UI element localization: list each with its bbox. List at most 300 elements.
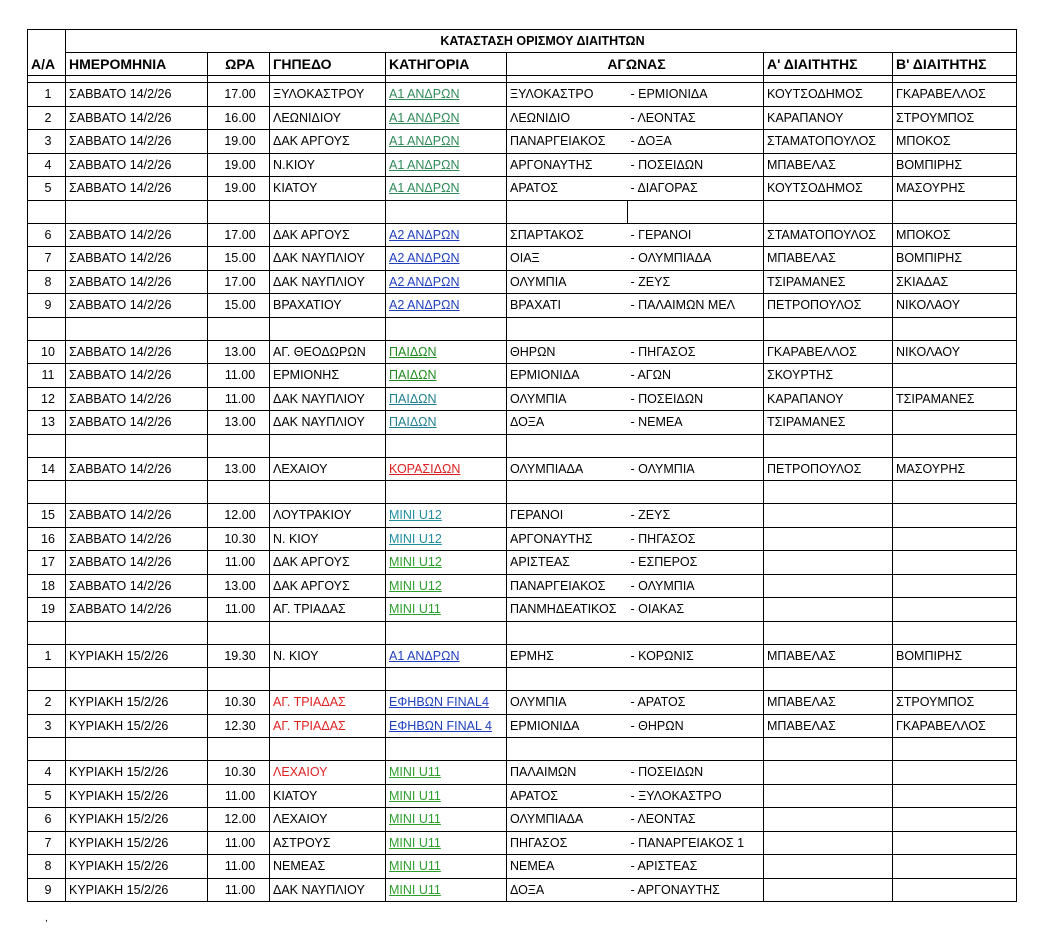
row-venue: ΔΑΚ ΑΡΓΟΥΣ [270,551,386,575]
row-away-team: - ΟΛΥΜΠΙΑΔΑ [628,247,764,271]
table-row [28,761,1017,785]
header-spacer-row [28,76,1017,83]
row-number: 9 [28,878,66,902]
row-away-team: - ΛΕΟΝΤΑΣ [628,106,764,130]
row-home-team: ΠΑΝΑΡΓΕΙΑΚΟΣ [507,574,628,598]
row-referee-a [764,504,893,528]
header-match: ΑΓΩΝΑΣ [507,53,764,76]
row-time: 17.00 [208,223,270,247]
row-time: 11.00 [208,551,270,575]
row-referee-b [893,527,1017,551]
row-venue: ΛΕΧΑΙΟΥ [270,761,386,785]
row-referee-b [893,878,1017,902]
row-time: 11.00 [208,831,270,855]
row-date: ΣΑΒΒΑΤΟ 14/2/26 [66,504,208,528]
row-category: ΚΟΡΑΣΙΔΩΝ [386,457,507,481]
row-category: ΕΦΗΒΩΝ FINAL4 [386,691,507,715]
row-category: Α2 ΑΝΔΡΩΝ [386,270,507,294]
table-row [28,714,1017,738]
row-venue: ΔΑΚ ΝΑΥΠΛΙΟΥ [270,270,386,294]
row-venue: ΔΑΚ ΑΡΓΟΥΣ [270,130,386,154]
row-referee-a: ΜΠΑΒΕΛΑΣ [764,153,893,177]
row-away-team: - ΖΕΥΣ [628,504,764,528]
row-venue: ΞΥΛΟΚΑΣΤΡΟΥ [270,83,386,107]
row-home-team: ΟΛΥΜΠΙΑ [507,387,628,411]
row-time: 12.00 [208,808,270,832]
table-row [28,691,1017,715]
row-away-team: - ΚΟΡΩΝΙΣ [628,644,764,668]
row-number: 16 [28,527,66,551]
row-date: ΣΑΒΒΑΤΟ 14/2/26 [66,551,208,575]
row-time: 19.00 [208,130,270,154]
row-number: 1 [28,83,66,107]
row-date: ΣΑΒΒΑΤΟ 14/2/26 [66,130,208,154]
row-number: 2 [28,106,66,130]
row-away-team: - ΕΡΜΙΟΝΙΔΑ [628,83,764,107]
row-away-team: - ΔΙΑΓΟΡΑΣ [628,177,764,201]
row-away-team: - ΖΕΥΣ [628,270,764,294]
row-time: 15.00 [208,247,270,271]
row-home-team: ΣΠΑΡΤΑΚΟΣ [507,223,628,247]
row-referee-b: ΒΟΜΠΙΡΗΣ [893,644,1017,668]
separator-row [28,621,1017,644]
row-date: ΣΑΒΒΑΤΟ 14/2/26 [66,364,208,388]
row-category: ΠΑΙΔΩΝ [386,387,507,411]
row-date: ΣΑΒΒΑΤΟ 14/2/26 [66,153,208,177]
row-referee-b [893,808,1017,832]
row-home-team: ΘΗΡΩΝ [507,340,628,364]
row-referee-a [764,574,893,598]
header-venue: ΓΗΠΕΔΟ [270,53,386,76]
row-time: 10.30 [208,761,270,785]
row-category: Α1 ΑΝΔΡΩΝ [386,153,507,177]
row-home-team: ΛΕΩΝΙΔΙΟ [507,106,628,130]
row-referee-b [893,411,1017,435]
row-time: 17.00 [208,270,270,294]
row-away-team: - ΠΟΣΕΙΔΩΝ [628,761,764,785]
row-number: 9 [28,294,66,318]
row-referee-b: ΣΤΡΟΥΜΠΟΣ [893,106,1017,130]
row-number: 13 [28,411,66,435]
row-referee-b [893,364,1017,388]
row-category: Α1 ΑΝΔΡΩΝ [386,177,507,201]
row-referee-a: ΠΕΤΡΟΠΟΥΛΟΣ [764,294,893,318]
row-referee-a: ΚΑΡΑΠΑΝΟΥ [764,106,893,130]
row-referee-a [764,761,893,785]
separator-row [28,481,1017,504]
row-number: 1 [28,644,66,668]
row-referee-a [764,598,893,622]
row-time: 12.30 [208,714,270,738]
corner-cell [28,30,66,53]
row-date: ΣΑΒΒΑΤΟ 14/2/26 [66,223,208,247]
row-home-team: ΟΛΥΜΠΙΑΔΑ [507,808,628,832]
table-row [28,270,1017,294]
row-home-team: ΝΕΜΕΑ [507,855,628,879]
row-time: 11.00 [208,784,270,808]
row-category: MINI U11 [386,784,507,808]
row-time: 19.00 [208,177,270,201]
row-category: ΠΑΙΔΩΝ [386,411,507,435]
row-home-team: ΠΑΛΑΙΜΩΝ [507,761,628,785]
row-referee-a [764,527,893,551]
row-number: 10 [28,340,66,364]
table-row [28,831,1017,855]
row-category: MINI U12 [386,504,507,528]
row-category: MINI U11 [386,878,507,902]
row-category: Α1 ΑΝΔΡΩΝ [386,106,507,130]
row-date: ΚΥΡΙΑΚΗ 15/2/26 [66,831,208,855]
row-venue: ΛΕΧΑΙΟΥ [270,457,386,481]
row-referee-a [764,808,893,832]
row-venue: ΑΓ. ΤΡΙΑΔΑΣ [270,714,386,738]
row-referee-b: ΤΣΙΡΑΜΑΝΕΣ [893,387,1017,411]
row-venue: ΔΑΚ ΝΑΥΠΛΙΟΥ [270,411,386,435]
row-time: 13.00 [208,340,270,364]
row-away-team: - ΠΑΝΑΡΓΕΙΑΚΟΣ 1 [628,831,764,855]
header-referee-b: Β' ΔΙΑΙΤΗΤΗΣ [893,53,1017,76]
row-referee-b: ΜΑΣΟΥΡΗΣ [893,177,1017,201]
separator-row [28,317,1017,340]
row-referee-b: ΜΠΟΚΟΣ [893,130,1017,154]
row-number: 11 [28,364,66,388]
row-category: MINI U12 [386,551,507,575]
separator-row [28,668,1017,691]
table-row [28,808,1017,832]
row-referee-b: ΣΤΡΟΥΜΠΟΣ [893,691,1017,715]
table-row [28,457,1017,481]
row-date: ΚΥΡΙΑΚΗ 15/2/26 [66,878,208,902]
row-home-team: ΑΡΑΤΟΣ [507,784,628,808]
row-referee-b [893,784,1017,808]
row-number: 8 [28,270,66,294]
row-home-team: ΟΙΑΞ [507,247,628,271]
row-referee-b [893,855,1017,879]
row-referee-b [893,574,1017,598]
row-date: ΣΑΒΒΑΤΟ 14/2/26 [66,294,208,318]
row-time: 11.00 [208,598,270,622]
row-number: 3 [28,714,66,738]
footer-mark: , [45,913,48,924]
row-category: MINI U11 [386,831,507,855]
row-venue: ΝΕΜΕΑΣ [270,855,386,879]
row-number: 6 [28,223,66,247]
row-category: Α2 ΑΝΔΡΩΝ [386,294,507,318]
row-date: ΣΑΒΒΑΤΟ 14/2/26 [66,340,208,364]
table-row [28,855,1017,879]
row-date: ΣΑΒΒΑΤΟ 14/2/26 [66,83,208,107]
row-referee-b: ΜΑΣΟΥΡΗΣ [893,457,1017,481]
row-date: ΚΥΡΙΑΚΗ 15/2/26 [66,808,208,832]
table-row [28,644,1017,668]
row-date: ΣΑΒΒΑΤΟ 14/2/26 [66,247,208,271]
row-referee-a: ΤΣΙΡΑΜΑΝΕΣ [764,411,893,435]
row-time: 10.30 [208,527,270,551]
row-number: 17 [28,551,66,575]
table-row [28,387,1017,411]
table-row [28,574,1017,598]
row-venue: ΑΓ. ΘΕΟΔΩΡΩΝ [270,340,386,364]
row-category: MINI U12 [386,527,507,551]
row-venue: ΔΑΚ ΑΡΓΟΥΣ [270,223,386,247]
row-venue: ΚΙΑΤΟΥ [270,177,386,201]
row-home-team: ΔΟΞΑ [507,878,628,902]
row-away-team: - ΕΣΠΕΡΟΣ [628,551,764,575]
separator-row [28,200,1017,223]
table-row [28,598,1017,622]
row-date: ΣΑΒΒΑΤΟ 14/2/26 [66,527,208,551]
separator-row [28,434,1017,457]
header-referee-a: Α' ΔΙΑΙΤΗΤΗΣ [764,53,893,76]
row-date: ΚΥΡΙΑΚΗ 15/2/26 [66,855,208,879]
row-time: 11.00 [208,878,270,902]
table-row [28,527,1017,551]
row-date: ΣΑΒΒΑΤΟ 14/2/26 [66,457,208,481]
table-row [28,153,1017,177]
row-home-team: ΔΟΞΑ [507,411,628,435]
row-referee-b: ΒΟΜΠΙΡΗΣ [893,247,1017,271]
row-date: ΣΑΒΒΑΤΟ 14/2/26 [66,177,208,201]
referee-assignment-table [27,29,1017,902]
row-number: 19 [28,598,66,622]
row-away-team: - ΟΛΥΜΠΙΑ [628,457,764,481]
row-date: ΚΥΡΙΑΚΗ 15/2/26 [66,761,208,785]
row-referee-a: ΠΕΤΡΟΠΟΥΛΟΣ [764,457,893,481]
row-away-team: - ΝΕΜΕΑ [628,411,764,435]
row-venue: ΒΡΑΧΑΤΙΟΥ [270,294,386,318]
header-time: ΩΡΑ [208,53,270,76]
row-referee-b [893,551,1017,575]
row-category: Α1 ΑΝΔΡΩΝ [386,83,507,107]
row-venue: ΕΡΜΙΟΝΗΣ [270,364,386,388]
row-venue: ΚΙΑΤΟΥ [270,784,386,808]
row-venue: ΔΑΚ ΝΑΥΠΛΙΟΥ [270,387,386,411]
table-row [28,130,1017,154]
row-time: 16.00 [208,106,270,130]
table-row [28,504,1017,528]
row-referee-a: ΣΤΑΜΑΤΟΠΟΥΛΟΣ [764,130,893,154]
row-home-team: ΠΗΓΑΣΟΣ [507,831,628,855]
row-number: 14 [28,457,66,481]
row-category: ΕΦΗΒΩΝ FINAL 4 [386,714,507,738]
row-home-team: ΟΛΥΜΠΙΑΔΑ [507,457,628,481]
table-row [28,106,1017,130]
row-category: MINI U11 [386,598,507,622]
row-referee-a [764,784,893,808]
row-home-team: ΑΡΓΟΝΑΥΤΗΣ [507,153,628,177]
row-number: 12 [28,387,66,411]
row-category: MINI U11 [386,761,507,785]
row-referee-a [764,551,893,575]
row-time: 11.00 [208,364,270,388]
row-time: 13.00 [208,457,270,481]
row-time: 10.30 [208,691,270,715]
row-category: Α2 ΑΝΔΡΩΝ [386,247,507,271]
table-row [28,177,1017,201]
row-venue: ΑΓ. ΤΡΙΑΔΑΣ [270,691,386,715]
row-category: ΠΑΙΔΩΝ [386,364,507,388]
row-away-team: - ΘΗΡΩΝ [628,714,764,738]
row-away-team: - ΓΕΡΑΝΟΙ [628,223,764,247]
row-away-team: - ΠΑΛΑΙΜΩΝ ΜΕΛ [628,294,764,318]
row-venue: ΑΣΤΡΟΥΣ [270,831,386,855]
row-category: Α2 ΑΝΔΡΩΝ [386,223,507,247]
row-time: 19.00 [208,153,270,177]
row-number: 5 [28,784,66,808]
row-referee-a: ΜΠΑΒΕΛΑΣ [764,247,893,271]
row-number: 5 [28,177,66,201]
row-date: ΚΥΡΙΑΚΗ 15/2/26 [66,784,208,808]
row-referee-a: ΜΠΑΒΕΛΑΣ [764,644,893,668]
table-row [28,83,1017,107]
row-category: MINI U11 [386,855,507,879]
row-number: 18 [28,574,66,598]
row-date: ΚΥΡΙΑΚΗ 15/2/26 [66,644,208,668]
row-referee-b: ΓΚΑΡΑΒΕΛΛΟΣ [893,714,1017,738]
row-number: 7 [28,831,66,855]
row-referee-b: ΣΚΙΑΔΑΣ [893,270,1017,294]
row-category: Α1 ΑΝΔΡΩΝ [386,130,507,154]
table-row [28,223,1017,247]
table-row [28,340,1017,364]
header-aa: Α/Α [28,53,66,76]
row-date: ΣΑΒΒΑΤΟ 14/2/26 [66,387,208,411]
row-referee-b: ΜΠΟΚΟΣ [893,223,1017,247]
row-home-team: ΒΡΑΧΑΤΙ [507,294,628,318]
table-row [28,784,1017,808]
row-home-team: ΟΛΥΜΠΙΑ [507,270,628,294]
row-referee-a: ΣΚΟΥΡΤΗΣ [764,364,893,388]
row-number: 4 [28,153,66,177]
row-referee-a: ΚΟΥΤΣΟΔΗΜΟΣ [764,177,893,201]
row-home-team: ΠΑΝΜΗΔΕΑΤΙΚΟΣ [507,598,628,622]
row-referee-a [764,831,893,855]
row-venue: Ν. ΚΙΟΥ [270,527,386,551]
row-referee-b [893,761,1017,785]
row-referee-b: ΒΟΜΠΙΡΗΣ [893,153,1017,177]
row-referee-b [893,831,1017,855]
row-referee-b: ΓΚΑΡΑΒΕΛΛΟΣ [893,83,1017,107]
row-referee-b: ΝΙΚΟΛΑΟΥ [893,340,1017,364]
row-referee-b [893,504,1017,528]
row-away-team: - ΟΙΑΚΑΣ [628,598,764,622]
row-time: 12.00 [208,504,270,528]
separator-row [28,738,1017,761]
row-venue: ΛΕΩΝΙΔΙΟΥ [270,106,386,130]
row-home-team: ΕΡΜΗΣ [507,644,628,668]
row-away-team: - ΞΥΛΟΚΑΣΤΡΟ [628,784,764,808]
table-row [28,364,1017,388]
row-venue: ΛΟΥΤΡΑΚΙΟΥ [270,504,386,528]
row-home-team: ΑΡΑΤΟΣ [507,177,628,201]
row-category: MINI U11 [386,808,507,832]
row-home-team: ΕΡΜΙΟΝΙΔΑ [507,714,628,738]
row-number: 4 [28,761,66,785]
row-home-team: ΑΡΓΟΝΑΥΤΗΣ [507,527,628,551]
row-home-team: ΟΛΥΜΠΙΑ [507,691,628,715]
row-venue: ΔΑΚ ΝΑΥΠΛΙΟΥ [270,878,386,902]
row-date: ΣΑΒΒΑΤΟ 14/2/26 [66,598,208,622]
row-time: 11.00 [208,387,270,411]
row-away-team: - ΟΛΥΜΠΙΑ [628,574,764,598]
row-time: 17.00 [208,83,270,107]
row-away-team: - ΑΡΑΤΟΣ [628,691,764,715]
row-category: MINI U12 [386,574,507,598]
row-home-team: ΕΡΜΙΟΝΙΔΑ [507,364,628,388]
header-category: ΚΑΤΗΓΟΡΙΑ [386,53,507,76]
row-number: 8 [28,855,66,879]
row-date: ΣΑΒΒΑΤΟ 14/2/26 [66,270,208,294]
row-referee-a: ΜΠΑΒΕΛΑΣ [764,691,893,715]
row-number: 6 [28,808,66,832]
row-time: 13.00 [208,411,270,435]
row-number: 15 [28,504,66,528]
row-venue: ΑΓ. ΤΡΙΑΔΑΣ [270,598,386,622]
row-number: 7 [28,247,66,271]
row-venue: Ν. ΚΙΟΥ [270,644,386,668]
row-number: 3 [28,130,66,154]
row-away-team: - ΠΗΓΑΣΟΣ [628,527,764,551]
row-category: ΠΑΙΔΩΝ [386,340,507,364]
row-date: ΚΥΡΙΑΚΗ 15/2/26 [66,691,208,715]
row-venue: ΛΕΧΑΙΟΥ [270,808,386,832]
row-referee-a: ΚΑΡΑΠΑΝΟΥ [764,387,893,411]
row-category: Α1 ΑΝΔΡΩΝ [386,644,507,668]
row-referee-a: ΚΟΥΤΣΟΔΗΜΟΣ [764,83,893,107]
table-row [28,247,1017,271]
row-home-team: ΑΡΙΣΤΕΑΣ [507,551,628,575]
row-time: 15.00 [208,294,270,318]
row-time: 11.00 [208,855,270,879]
row-referee-b [893,598,1017,622]
row-away-team: - ΠΟΣΕΙΔΩΝ [628,387,764,411]
row-venue: ΔΑΚ ΑΡΓΟΥΣ [270,574,386,598]
row-away-team: - ΛΕΟΝΤΑΣ [628,808,764,832]
row-date: ΣΑΒΒΑΤΟ 14/2/26 [66,411,208,435]
row-time: 13.00 [208,574,270,598]
table-row [28,878,1017,902]
row-referee-b: ΝΙΚΟΛΑΟΥ [893,294,1017,318]
row-away-team: - ΠΗΓΑΣΟΣ [628,340,764,364]
row-referee-a [764,878,893,902]
row-date: ΚΥΡΙΑΚΗ 15/2/26 [66,714,208,738]
row-away-team: - ΑΓΩΝ [628,364,764,388]
row-referee-a: ΓΚΑΡΑΒΕΛΛΟΣ [764,340,893,364]
row-venue: ΔΑΚ ΝΑΥΠΛΙΟΥ [270,247,386,271]
row-date: ΣΑΒΒΑΤΟ 14/2/26 [66,574,208,598]
header-date: ΗΜΕΡΟΜΗΝΙΑ [66,53,208,76]
row-home-team: ΠΑΝΑΡΓΕΙΑΚΟΣ [507,130,628,154]
table-row [28,551,1017,575]
page-title: ΚΑΤΑΣΤΑΣΗ ΟΡΙΣΜΟΥ ΔΙΑΙΤΗΤΩΝ [66,30,1017,53]
row-referee-a: ΜΠΑΒΕΛΑΣ [764,714,893,738]
row-away-team: - ΔΟΞΑ [628,130,764,154]
table-row [28,294,1017,318]
row-referee-a: ΣΤΑΜΑΤΟΠΟΥΛΟΣ [764,223,893,247]
row-number: 2 [28,691,66,715]
row-home-team: ΓΕΡΑΝΟΙ [507,504,628,528]
row-away-team: - ΑΡΙΣΤΕΑΣ [628,855,764,879]
row-date: ΣΑΒΒΑΤΟ 14/2/26 [66,106,208,130]
row-home-team: ΞΥΛΟΚΑΣΤΡΟ [507,83,628,107]
row-away-team: - ΠΟΣΕΙΔΩΝ [628,153,764,177]
row-time: 19.30 [208,644,270,668]
row-venue: Ν.ΚΙΟΥ [270,153,386,177]
row-referee-a [764,855,893,879]
row-away-team: - ΑΡΓΟΝΑΥΤΗΣ [628,878,764,902]
table-row [28,411,1017,435]
row-referee-a: ΤΣΙΡΑΜΑΝΕΣ [764,270,893,294]
